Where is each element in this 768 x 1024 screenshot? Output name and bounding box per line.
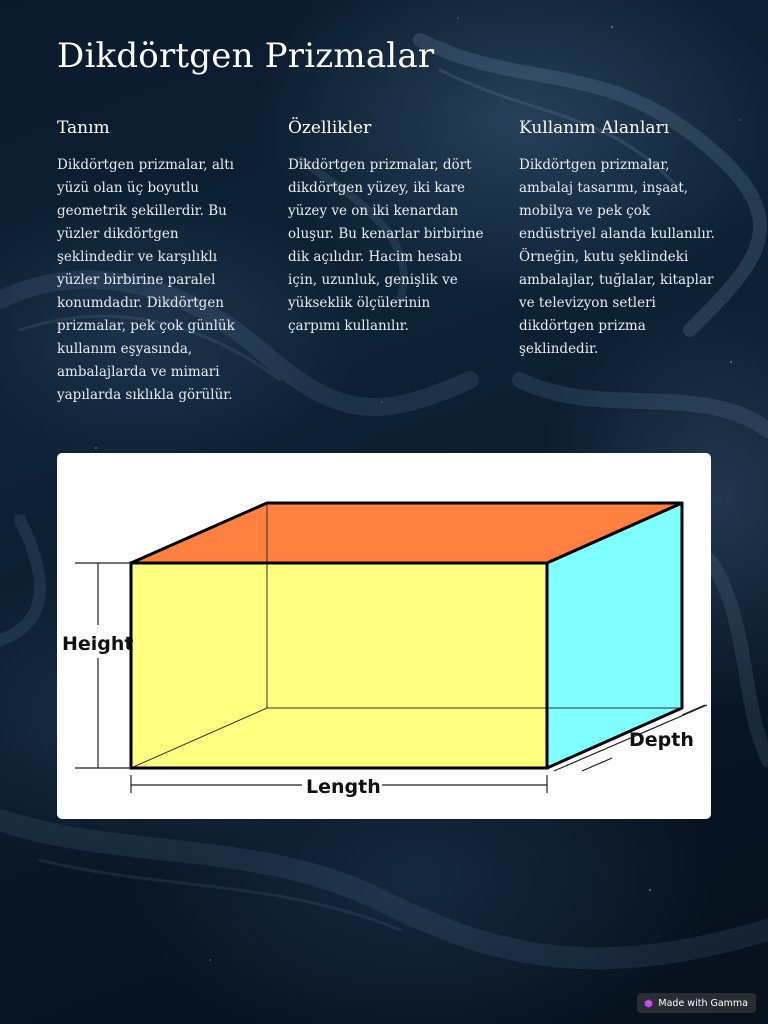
length-label: Length [306, 776, 381, 798]
definition-text: Dikdörtgen prizmalar, altı yüzü olan üç boyutlu geometrik şekillerdir. Bu yüzler dikdörtgen şeklindedir ve karşılıklı yüzler birbirine paralel konumdadır. Dikdörtgen prizmalar, pek çok günlük kullanım eşyasında, ambalajlarda ve mimari yapılarda sıklıkla görülür. [57, 157, 235, 403]
gamma-logo-icon [644, 999, 653, 1008]
depth-label: Depth [629, 729, 694, 751]
badge-label: Made with Gamma [658, 997, 748, 1009]
definition-column [57, 118, 255, 407]
properties-heading: Özellikler [288, 118, 372, 138]
prism-front-face [131, 563, 547, 768]
height-label: Height [62, 633, 134, 655]
definition-heading: Tanım [57, 118, 110, 138]
properties-column [288, 118, 486, 338]
height-dimension [75, 563, 131, 768]
usage-areas-column [519, 118, 717, 361]
usage-areas-heading: Kullanım Alanları [519, 118, 670, 138]
made-with-gamma-badge[interactable] [637, 993, 756, 1013]
usage-areas-text: Dikdörtgen prizmalar, ambalaj tasarımı, inşaat, mobilya ve pek çok endüstriyel alanda kullanılır. Örneğin, kutu şeklindeki ambalajlar, tuğlalar, kitaplar ve televizyon setleri dikdörtgen prizma şeklindedir. [519, 157, 715, 357]
rectangular-prism-figure [57, 453, 711, 819]
properties-text: Dikdörtgen prizmalar, dört dikdörtgen yüzey, iki kare yüzey ve on iki kenardan oluşur. Bu kenarlar birbirine dik açılıdır. Hacim hesabı için, uzunluk, genişlik ve yükseklik ölçülerinin çarpımı kullanılır. [288, 157, 484, 334]
page-title: Dikdörtgen Prizmalar [57, 36, 435, 76]
